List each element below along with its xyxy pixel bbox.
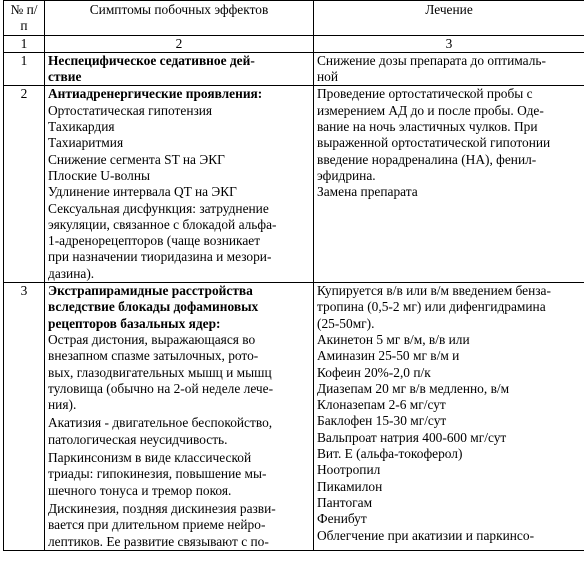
symptom-line: Паркинсонизм в виде классической [48, 450, 252, 466]
symptom-line: Ортостатическая гипотензия [48, 102, 213, 118]
symptoms-cell [45, 86, 314, 283]
symptom-line: Тахикардия [48, 119, 115, 135]
header-num: № п/п [4, 1, 45, 36]
symptom-line: рецепторов базальных ядер: [48, 315, 221, 331]
index-cell-1: 1 [4, 35, 45, 52]
treatment-cell [314, 283, 585, 551]
index-cell-2: 2 [45, 35, 314, 52]
symptoms-cell [45, 283, 314, 551]
symptom-line: внезапном спазме затылочных, рото- [48, 348, 259, 364]
table-row [4, 52, 585, 86]
treatment-line: (25-50мг). [317, 315, 375, 331]
symptom-line: при назначении тиоридазина и мезори- [48, 249, 272, 265]
symptom-line: вых, глазодвигательных мышц и мышц [48, 364, 272, 380]
symptom-line: триады: гипокинезия, повышение мы- [48, 466, 267, 482]
treatment-line: тропина (0,5-2 мг) или дифенгидрамина [317, 299, 546, 315]
symptom-line: эякуляции, связанное с блокадой альфа- [48, 216, 277, 232]
table-row [4, 283, 585, 551]
row-number: 3 [4, 283, 45, 551]
symptom-line: Удлинение интервала QT на ЭКГ [48, 184, 237, 200]
side-effects-table [3, 0, 584, 551]
treatment-line: Кофеин 20%-2,0 п/к [317, 364, 431, 380]
treatment-line: Вальпроат натрия 400-600 мг/сут [317, 429, 507, 445]
symptom-line: Неспецифическое седативное дей- [48, 52, 255, 68]
table-row [4, 86, 585, 283]
treatment-line: Купируется в/в или в/м введением бенза- [317, 283, 551, 299]
treatment-line: Диазепам 20 мг в/в медленно, в/м [317, 380, 510, 396]
treatment-line: Проведение ортостатической пробы с [317, 86, 533, 102]
symptom-line: Снижение сегмента ST на ЭКГ [48, 151, 225, 167]
treatment-line: Баклофен 15-30 мг/сут [317, 413, 447, 429]
header-row [4, 1, 585, 36]
treatment-line: Снижение дозы препарата до оптималь- [317, 52, 546, 68]
treatment-line: Замена препарата [317, 184, 418, 200]
treatment-cell [314, 52, 585, 86]
symptom-line: Сексуальная дисфункция: затруднение [48, 200, 269, 216]
symptom-line: лептиков. Ее развитие связывают с по- [48, 533, 269, 549]
treatment-line: Клоназепам 2-6 мг/сут [317, 397, 446, 413]
symptom-line: Антиадренергические проявления: [48, 86, 263, 102]
symptom-line: Острая дистония, выражающаяся во [48, 331, 256, 347]
symptom-line: шечного тонуса и тремор покоя. [48, 482, 232, 498]
symptom-line: вается при длительном приеме нейро- [48, 517, 266, 533]
symptom-line: Плоские U-волны [48, 167, 151, 183]
row-number: 2 [4, 86, 45, 283]
symptom-line: ствие [48, 69, 82, 85]
treatment-line: Пикамилон [317, 478, 383, 494]
symptom-line: Экстрапирамидные расстройства [48, 283, 253, 299]
row-number: 1 [4, 52, 45, 86]
symptoms-cell [45, 52, 314, 86]
symptom-line: 1-адренорецепторов (чаще возникает [48, 233, 261, 249]
treatment-line: Вит. Е (альфа-токоферол) [317, 446, 463, 462]
header-symptoms: Симптомы побочных эффектов [45, 1, 314, 36]
symptom-line: туловища (обычно на 2-ой неделе лече- [48, 380, 274, 396]
treatment-line: Фенибут [317, 511, 367, 527]
treatment-line: Аминазин 25-50 мг в/м и [317, 348, 460, 364]
treatment-line: измерением АД до и после пробы. Оде- [317, 102, 544, 118]
treatment-line: Акинетон 5 мг в/м, в/в или [317, 331, 470, 347]
document-page [3, 0, 584, 561]
index-row [4, 35, 585, 52]
symptom-line: патологическая неусидчивость. [48, 431, 228, 447]
index-cell-3: 3 [314, 35, 585, 52]
treatment-line: введение норадреналина (НА), фенил- [317, 151, 537, 167]
symptom-line: ния). [48, 397, 77, 413]
treatment-line: эфидрина. [317, 167, 376, 183]
treatment-line: выраженной ортостатической гипотонии [317, 135, 551, 151]
symptom-line: Тахиаритмия [48, 135, 124, 151]
symptom-line: вследствие блокады дофаминовых [48, 299, 259, 315]
symptom-line: дазина). [48, 265, 95, 281]
header-treatment: Лечение [314, 1, 585, 36]
treatment-line: Ноотропил [317, 462, 381, 478]
treatment-line: Пантогам [317, 494, 373, 510]
treatment-cell [314, 86, 585, 283]
treatment-line: Облегчение при акатизии и паркинсо- [317, 527, 535, 543]
symptom-line: Дискинезия, поздняя дискинезия разви- [48, 500, 276, 516]
symptom-line: Акатизия - двигательное беспокойство, [48, 415, 273, 431]
treatment-line: ной [317, 69, 339, 85]
treatment-line: вание на ночь эластичных чулков. При [317, 119, 538, 135]
